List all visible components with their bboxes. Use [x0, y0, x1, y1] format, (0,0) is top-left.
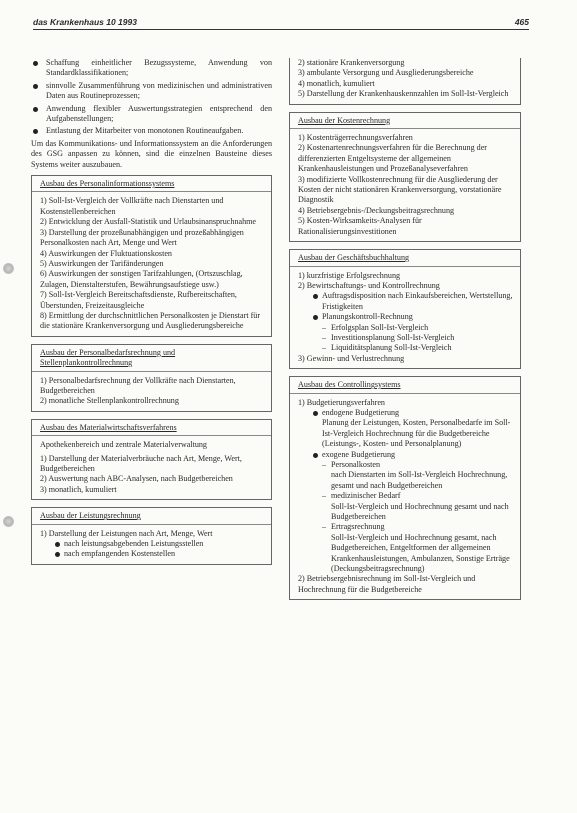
list-item: 1) Kostenträgerrechnungsverfahren	[298, 133, 413, 143]
list-item: 2) monatliche Stellenplankontrollrechnung	[40, 396, 179, 406]
list-item: – Ertragsrechnung	[298, 522, 514, 532]
box-leistung-continued	[289, 58, 521, 105]
list-item: 2) Kostenartenrechnungsverfahren für die Berechnung der differenzierten Entgeltsysteme der allgemeinen Krankenhausleistungen und Prozeßanalyseverfahren	[298, 143, 487, 174]
box-kosten	[289, 112, 521, 242]
list-item: 3) monatlich, kumuliert	[40, 484, 117, 494]
list-item: 5) Auswirkungen der Tarifänderungen	[40, 258, 164, 268]
list-item: 1) Personalbedarfsrechnung der Vollkräfte nach Dienstarten, Budgetbereichen	[40, 375, 236, 395]
list-item: 3) Darstellung der prozeßunabhängigen und prozeßabhängigen Personalkosten nach Art, Menge und Wert	[40, 227, 244, 248]
list-item: 4) Betriebsergebnis-/Deckungsbeitragsrechnung	[298, 205, 455, 215]
list-item: 2) Bewirtschaftungs- und Kontrollrechnung	[298, 280, 440, 290]
running-header	[33, 15, 529, 30]
list-item: 2) stationäre Krankenversorgung	[298, 58, 405, 67]
hole-punch-mark	[3, 263, 14, 274]
box-personal	[31, 175, 272, 337]
box-controlling	[289, 376, 521, 600]
list-item: 1) Darstellung der Materialverbräuche nach Art, Menge, Wert, Budgetbereichen	[40, 453, 242, 473]
list-item: 2) Entwicklung der Ausfall-Statistik und Urlaubsinanspruchnahme	[40, 217, 257, 227]
list-item: nach empfangenden Kostenstellen	[40, 549, 265, 559]
box-lead: Apothekenbereich und zentrale Materialverwaltung	[40, 440, 207, 450]
box-title: Ausbau der Geschäftsbuchhaltung	[290, 250, 520, 266]
box-leistung	[31, 507, 272, 565]
right-column	[289, 58, 521, 600]
list-item: nach leistungsabgebenden Leistungsstellen	[40, 539, 265, 549]
list-item-text: Planung der Leistungen, Kosten, Personalbedarfe im Soll-Ist-Vergleich Hochrechnung für die Budgetbereiche (Leistungs-, Kosten- und Personalplanung)	[322, 418, 511, 449]
list-item: 3) ambulante Versorgung und Ausgliederungsbereiche	[298, 68, 474, 78]
box-title: Ausbau der Personalbedarfsrechnung und Stellenplankontrollrechnung	[32, 345, 271, 372]
list-item: 2) Auswertung nach ABC-Analysen, nach Budgetbereichen	[40, 474, 233, 484]
list-item: 4) monatlich, kumuliert	[298, 78, 375, 88]
list-item: Planungskontroll-Rechnung	[298, 312, 514, 322]
list-item: endogene Budgetierung	[298, 408, 514, 418]
list-item: Entlastung der Mitarbeiter von monotonen Routineaufgaben.	[31, 126, 272, 136]
list-item: 1) Budgetierungsverfahren	[298, 397, 385, 407]
list-item-text: nach Dienstarten im Soll-Ist-Vergleich Hochrechnung, gesamt und nach Budgetbereichen	[331, 470, 508, 490]
box-title: Ausbau der Leistungsrechnung	[32, 508, 271, 524]
list-item: 3) modifizierte Vollkostenrechnung für die Ausgliederung der Kosten der nicht stationären Krankenversorgung, vorstationäre Diagnostik	[298, 174, 502, 205]
list-item: 8) Ermittlung der durchschnittlichen Personalkosten je Dienstart für die stationäre Krankenversorgung und Ausgliederungsbereiche	[40, 310, 261, 331]
list-item: – medizinischer Bedarf	[298, 491, 514, 501]
list-item: – Erfolgsplan Soll-Ist-Vergleich	[298, 323, 514, 333]
box-personalbedarf	[31, 344, 272, 412]
list-item: 1) Darstellung der Leistungen nach Art, Menge, Wert	[40, 528, 213, 538]
list-item: – Personalkosten	[298, 460, 514, 470]
list-item: 3) Gewinn- und Verlustrechnung	[298, 353, 405, 363]
page-number: 465	[514, 17, 529, 27]
box-geschaeft	[289, 249, 521, 369]
list-item: sinnvolle Zusammenführung von medizinischen und administrativen Daten aus Routineprozessen;	[31, 81, 272, 102]
box-material	[31, 419, 272, 500]
list-item: – Investitionsplanung Soll-Ist-Vergleich	[298, 333, 514, 343]
intro-paragraph: Um das Kommunikations- und Informationssystem an die Anforderungen des GSG anpassen zu können, sind die einzelnen Bausteine dieses Systems weiter auszubauen.	[31, 138, 272, 169]
list-item: 6) Auswirkungen der sonstigen Tarifzahlungen, (Ortszuschlag, Zulagen, Dienstalterstufen, Bewährungsaufstiege usw.)	[40, 269, 243, 289]
list-item: 7) Soll-Ist-Vergleich Bereitschaftsdienste, Rufbereitschaften, Überstunden, Freizeitausgleiche	[40, 290, 237, 310]
list-item: 4) Auswirkungen der Fluktuationskosten	[40, 248, 172, 258]
box-title: Ausbau der Kostenrechnung	[290, 113, 520, 129]
list-item: Anwendung flexibler Auswertungsstrategien entsprechend den Aufgabenstellungen;	[31, 104, 272, 125]
list-item: 5) Darstellung der Krankenhauskennzahlen im Soll-Ist-Vergleich	[298, 89, 509, 99]
journal-title: das Krankenhaus 10 1993	[33, 17, 137, 27]
list-item: Schaffung einheitlicher Bezugssysteme, Anwendung von Standardklassifikationen;	[31, 58, 272, 79]
list-item-text: Soll-Ist-Vergleich und Hochrechnung gesamt und nach Budgetbereichen	[331, 501, 509, 522]
hole-punch-mark	[3, 516, 14, 527]
list-item: 2) Betriebsergebnisrechnung im Soll-Ist-Vergleich und Hochrechnung für die Budgetbereiche	[298, 574, 476, 594]
box-title: Ausbau des Controllingsystems	[290, 377, 520, 393]
list-item: exogene Budgetierung	[298, 450, 514, 460]
box-title: Ausbau des Materialwirtschaftsverfahrens	[32, 420, 271, 436]
box-title: Ausbau des Personalinformationssystems	[32, 176, 271, 192]
list-item: 1) Soll-Ist-Vergleich der Vollkräfte nach Dienstarten und Kostenstellenbereichen	[40, 196, 224, 216]
list-item: 5) Kosten-Wirksamkeits-Analysen für Rationalisierungsinvestitionen	[298, 216, 422, 236]
list-item: Auftragsdisposition nach Einkaufsbereichen, Wertstellung, Fristigkeiten	[298, 291, 514, 312]
list-item-text: Soll-Ist-Vergleich und Hochrechnung gesamt, nach Budgetbereichen, Entgeltformen der allgemeinen Krankenhausleistungen, Ambulanzen, Sonstige Erträge (Deckungsbeitragsrechnung)	[331, 532, 510, 574]
left-column	[31, 58, 272, 565]
list-item: 1) kurzfristige Erfolgsrechnung	[298, 270, 401, 280]
list-item: – Liquiditätsplanung Soll-Ist-Vergleich	[298, 343, 514, 353]
